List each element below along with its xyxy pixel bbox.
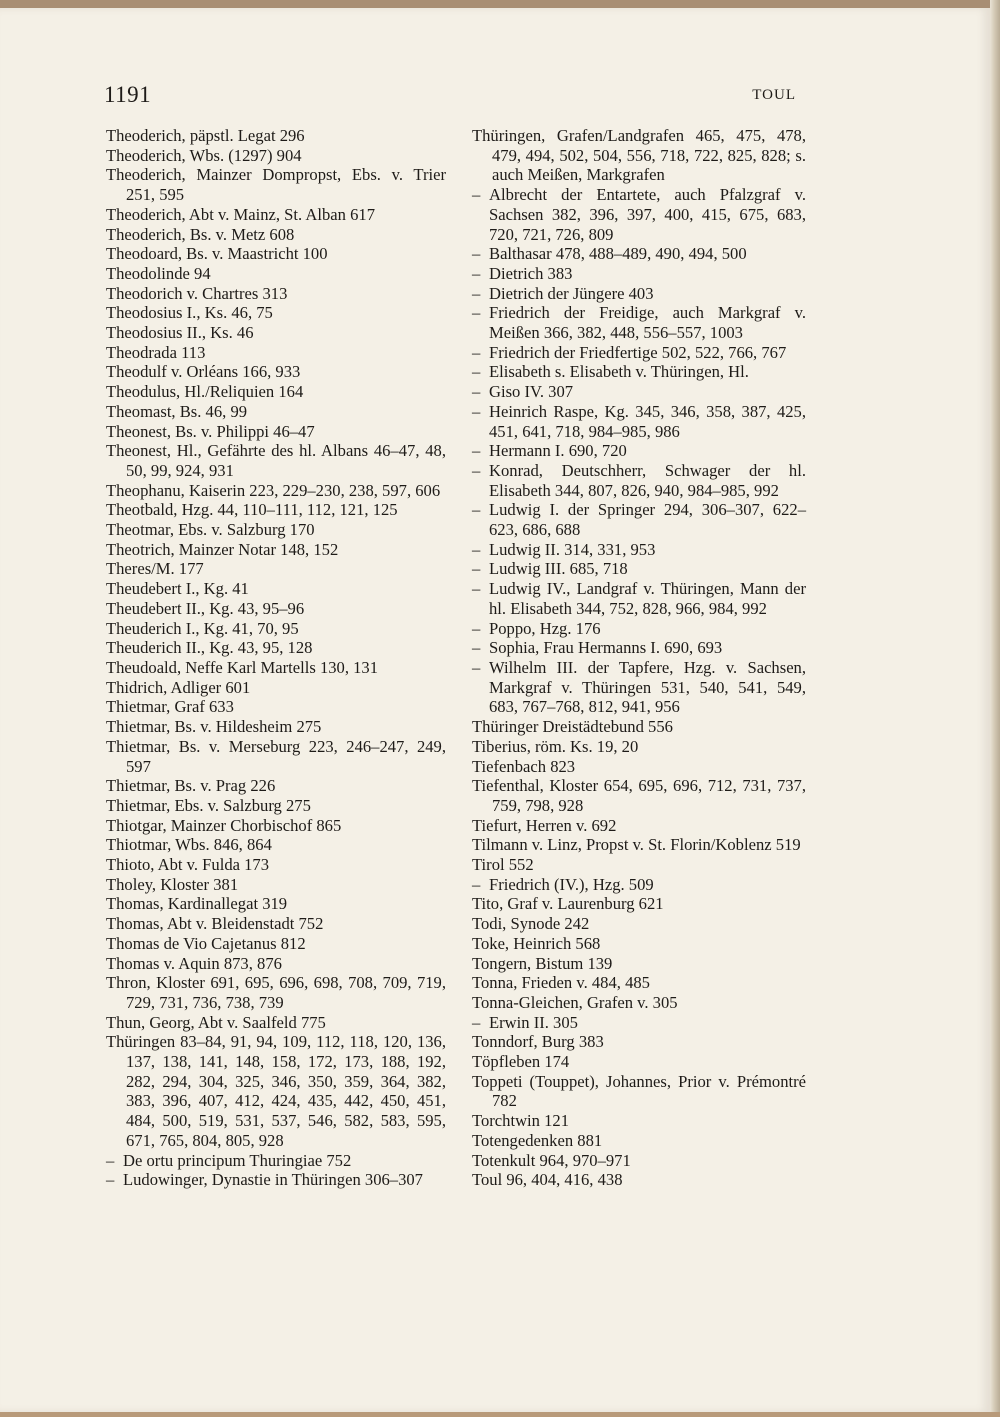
- entry-text: Toke, Heinrich 568: [472, 933, 601, 953]
- index-column-right: [472, 126, 806, 1190]
- index-entry: [106, 638, 446, 658]
- entry-text: Konrad, Deutschherr, Schwager der hl. Elisabeth 344, 807, 826, 940, 984–985, 992: [489, 460, 806, 500]
- index-entry: [472, 126, 806, 185]
- entry-text: Thomas v. Aquin 873, 876: [106, 953, 282, 973]
- subentry-dash: –: [472, 382, 481, 402]
- index-entry: [106, 678, 446, 698]
- subentry-dash: –: [472, 1012, 481, 1032]
- subentry-dash: –: [106, 1150, 115, 1170]
- index-entry: [106, 441, 446, 480]
- book-page: [0, 8, 990, 1412]
- entry-text: Thiotmar, Wbs. 846, 864: [106, 835, 272, 855]
- index-entry: [106, 1013, 446, 1033]
- index-entry: [106, 1032, 446, 1150]
- index-entry: [106, 205, 446, 225]
- index-entry: [106, 481, 446, 501]
- index-entry: [106, 973, 446, 1012]
- entry-text: Thron, Kloster 691, 695, 696, 698, 708, 709, 719, 729, 731, 736, 738, 739: [106, 973, 446, 1012]
- index-entry: [106, 875, 446, 895]
- index-subentry: [472, 461, 806, 500]
- index-entry: [472, 717, 806, 737]
- index-entry: [106, 264, 446, 284]
- index-entry: [472, 1170, 806, 1190]
- entry-text: Thietmar, Bs. v. Prag 226: [106, 776, 276, 796]
- index-entry: [106, 323, 446, 343]
- entry-text: Tholey, Kloster 381: [106, 874, 239, 894]
- entry-text: Ludwig II. 314, 331, 953: [489, 539, 656, 559]
- index-entry: [472, 757, 806, 777]
- index-entry: [106, 579, 446, 599]
- index-entry: [106, 165, 446, 204]
- index-subentry: [472, 284, 806, 304]
- index-entry: [106, 303, 446, 323]
- index-entry: [106, 520, 446, 540]
- entry-text: Thüringen, Grafen/Landgrafen 465, 475, 478, 479, 494, 502, 504, 556, 718, 722, 825, 828; s. auch Meißen, Markgrafen: [472, 126, 806, 185]
- index-entry: [106, 599, 446, 619]
- index-subentry: [472, 540, 806, 560]
- entry-text: Theoderich, Mainzer Dompropst, Ebs. v. Trier 251, 595: [106, 165, 446, 205]
- index-subentry: [472, 244, 806, 264]
- entry-text: Theoderich, Wbs. (1297) 904: [106, 145, 302, 165]
- index-entry: [106, 658, 446, 678]
- index-subentry: [472, 382, 806, 402]
- entry-text: Tonna-Gleichen, Grafen v. 305: [472, 992, 678, 1012]
- entry-text: De ortu principum Thuringiae 752: [123, 1150, 352, 1170]
- index-subentry: [472, 579, 806, 618]
- index-subentry: [472, 619, 806, 639]
- index-entry: [472, 934, 806, 954]
- entry-text: Tiberius, röm. Ks. 19, 20: [472, 736, 639, 756]
- index-entry: [106, 697, 446, 717]
- index-subentry: [472, 362, 806, 382]
- index-entry: [106, 914, 446, 934]
- entry-text: Theophanu, Kaiserin 223, 229–230, 238, 597, 606: [106, 480, 441, 500]
- entry-text: Theodolinde 94: [106, 263, 211, 283]
- subentry-dash: –: [472, 185, 481, 205]
- index-subentry: [472, 638, 806, 658]
- index-entry: [106, 244, 446, 264]
- entry-text: Ludwig III. 685, 718: [489, 559, 628, 579]
- index-entry: [472, 894, 806, 914]
- entry-text: Tiefenthal, Kloster 654, 695, 696, 712, 731, 737, 759, 798, 928: [472, 776, 806, 815]
- entry-text: Theomast, Bs. 46, 99: [106, 401, 248, 421]
- index-entry: [106, 343, 446, 363]
- index-entry: [106, 737, 446, 776]
- index-entry: [472, 835, 806, 855]
- index-subentry: [106, 1170, 446, 1190]
- entry-text: Dietrich 383: [489, 263, 573, 283]
- entry-text: Tilmann v. Linz, Propst v. St. Florin/Koblenz 519: [472, 835, 801, 855]
- entry-text: Totengedenken 881: [472, 1130, 603, 1150]
- entry-text: Theotbald, Hzg. 44, 110–111, 112, 121, 125: [106, 500, 398, 520]
- index-subentry: [472, 500, 806, 539]
- index-subentry: [472, 402, 806, 441]
- subentry-dash: –: [472, 874, 481, 894]
- index-entry: [472, 973, 806, 993]
- entry-text: Thüringer Dreistädtebund 556: [472, 717, 673, 737]
- entry-text: Theotmar, Ebs. v. Salzburg 170: [106, 520, 315, 540]
- index-subentry: [472, 303, 806, 342]
- entry-text: Ludowinger, Dynastie in Thüringen 306–307: [123, 1170, 423, 1190]
- page-number: 1191: [104, 82, 152, 107]
- index-entry: [106, 934, 446, 954]
- index-entry: [106, 540, 446, 560]
- index-subentry: [472, 185, 806, 244]
- index-entry: [106, 855, 446, 875]
- index-entry: [106, 894, 446, 914]
- entry-text: Todi, Synode 242: [472, 914, 590, 934]
- subentry-dash: –: [472, 618, 481, 638]
- index-subentry: [472, 264, 806, 284]
- index-entry: [106, 500, 446, 520]
- index-entry: [106, 954, 446, 974]
- entry-text: Theudebert I., Kg. 41: [106, 579, 249, 599]
- entry-text: Ludwig IV., Landgraf v. Thüringen, Mann der hl. Elisabeth 344, 752, 828, 966, 984, 992: [489, 579, 806, 618]
- entry-text: Theodulus, Hl./Reliquien 164: [106, 382, 304, 402]
- entry-text: Theodulf v. Orléans 166, 933: [106, 362, 301, 382]
- entry-text: Tiefurt, Herren v. 692: [472, 815, 617, 835]
- index-entry: [472, 776, 806, 815]
- entry-text: Torchtwin 121: [472, 1111, 570, 1131]
- entry-text: Theodrada 113: [106, 342, 206, 362]
- index-entry: [106, 402, 446, 422]
- index-subentry: [472, 1013, 806, 1033]
- subentry-dash: –: [472, 460, 481, 480]
- entry-text: Balthasar 478, 488–489, 490, 494, 500: [489, 244, 747, 264]
- index-entry: [106, 146, 446, 166]
- index-subentry: [472, 559, 806, 579]
- entry-text: Ludwig I. der Springer 294, 306–307, 622–623, 686, 688: [489, 500, 806, 540]
- entry-text: Theoderich, Bs. v. Metz 608: [106, 224, 295, 244]
- entry-text: Albrecht der Entartete, auch Pfalzgraf v. Sachsen 382, 396, 397, 400, 415, 675, 683, 720, 721, 726, 809: [489, 185, 806, 244]
- entry-text: Poppo, Hzg. 176: [489, 618, 601, 638]
- subentry-dash: –: [472, 657, 481, 677]
- entry-text: Theoderich, päpstl. Legat 296: [106, 126, 305, 145]
- subentry-dash: –: [472, 303, 481, 323]
- index-entry: [106, 796, 446, 816]
- entry-text: Töpfleben 174: [472, 1052, 570, 1072]
- index-entry: [106, 126, 446, 146]
- index-subentry: [472, 343, 806, 363]
- index-entry: [106, 225, 446, 245]
- entry-text: Thomas, Kardinallegat 319: [106, 894, 288, 914]
- entry-text: Dietrich der Jüngere 403: [489, 283, 654, 303]
- entry-text: Thüringen 83–84, 91, 94, 109, 112, 118, 120, 136, 137, 138, 141, 148, 158, 172, 173, 188, 192, 282, 294, 304, 325, 346, 350, 359, 364, 382, 383, 396, 407, 412, 424, 435, 442, 450, 451, 484, 500, 519, 531, 537, 546, 582, 583, 595, 671, 765, 804, 805, 928: [106, 1032, 446, 1150]
- entry-text: Sophia, Frau Hermanns I. 690, 693: [489, 638, 723, 658]
- entry-text: Giso IV. 307: [489, 382, 574, 402]
- entry-text: Thietmar, Bs. v. Hildesheim 275: [106, 717, 322, 737]
- index-entry: [472, 816, 806, 836]
- running-head: TOUL: [752, 87, 796, 103]
- index-subentry: [472, 658, 806, 717]
- index-entry: [106, 284, 446, 304]
- index-subentry: [472, 441, 806, 461]
- index-subentry: [472, 875, 806, 895]
- index-entry: [472, 855, 806, 875]
- subentry-dash: –: [472, 342, 481, 362]
- entry-text: Heinrich Raspe, Kg. 345, 346, 358, 387, 425, 451, 641, 718, 984–985, 986: [489, 401, 806, 441]
- index-entry: [106, 717, 446, 737]
- index-entry: [106, 619, 446, 639]
- subentry-dash: –: [472, 401, 481, 421]
- entry-text: Tiefenbach 823: [472, 756, 576, 776]
- index-entry: [472, 954, 806, 974]
- entry-text: Tito, Graf v. Laurenburg 621: [472, 894, 664, 914]
- entry-text: Theodorich v. Chartres 313: [106, 283, 288, 303]
- entry-text: Tonndorf, Burg 383: [472, 1032, 604, 1052]
- page-right-edge: [990, 0, 1000, 1417]
- entry-text: Theodosius II., Ks. 46: [106, 323, 254, 343]
- entry-text: Elisabeth s. Elisabeth v. Thüringen, Hl.: [489, 362, 749, 382]
- entry-text: Friedrich (IV.), Hzg. 509: [489, 874, 654, 894]
- index-entry: [472, 737, 806, 757]
- subentry-dash: –: [106, 1170, 115, 1190]
- subentry-dash: –: [472, 500, 481, 520]
- subentry-dash: –: [472, 263, 481, 283]
- entry-text: Hermann I. 690, 720: [489, 441, 627, 461]
- subentry-dash: –: [472, 539, 481, 559]
- entry-text: Theotrich, Mainzer Notar 148, 152: [106, 539, 339, 559]
- index-entry: [106, 816, 446, 836]
- entry-text: Tirol 552: [472, 855, 534, 875]
- entry-text: Theuderich II., Kg. 43, 95, 128: [106, 638, 313, 658]
- entry-text: Theonest, Bs. v. Philippi 46–47: [106, 421, 315, 441]
- entry-text: Theodoard, Bs. v. Maastricht 100: [106, 244, 328, 264]
- subentry-dash: –: [472, 362, 481, 382]
- entry-text: Toul 96, 404, 416, 438: [472, 1170, 623, 1190]
- entry-text: Toppeti (Touppet), Johannes, Prior v. Prémontré 782: [472, 1071, 806, 1111]
- subentry-dash: –: [472, 638, 481, 658]
- index-subentry: [106, 1151, 446, 1171]
- entry-text: Theuderich I., Kg. 41, 70, 95: [106, 618, 299, 638]
- entry-text: Friedrich der Friedfertige 502, 522, 766, 767: [489, 342, 787, 362]
- index-entry: [106, 559, 446, 579]
- entry-text: Thun, Georg, Abt v. Saalfeld 775: [106, 1012, 326, 1032]
- entry-text: Theonest, Hl., Gefährte des hl. Albans 46–47, 48, 50, 99, 924, 931: [106, 441, 446, 480]
- entry-text: Thidrich, Adliger 601: [106, 677, 251, 697]
- index-entry: [106, 422, 446, 442]
- entry-text: Thioto, Abt v. Fulda 173: [106, 855, 270, 875]
- subentry-dash: –: [472, 283, 481, 303]
- subentry-dash: –: [472, 244, 481, 264]
- page-top-edge: [0, 0, 1000, 8]
- index-entry: [472, 1052, 806, 1072]
- entry-text: Theres/M. 177: [106, 559, 204, 579]
- index-entry: [472, 1032, 806, 1052]
- index-entry: [106, 382, 446, 402]
- subentry-dash: –: [472, 579, 481, 599]
- subentry-dash: –: [472, 559, 481, 579]
- page-bottom-edge: [0, 1412, 1000, 1417]
- entry-text: Theoderich, Abt v. Mainz, St. Alban 617: [106, 204, 375, 224]
- entry-text: Thomas, Abt v. Bleidenstadt 752: [106, 914, 324, 934]
- index-entry: [106, 835, 446, 855]
- entry-text: Friedrich der Freidige, auch Markgraf v. Meißen 366, 382, 448, 556–557, 1003: [489, 303, 806, 343]
- index-entry: [106, 362, 446, 382]
- entry-text: Theodosius I., Ks. 46, 75: [106, 303, 273, 323]
- entry-text: Erwin II. 305: [489, 1012, 578, 1032]
- entry-text: Thietmar, Bs. v. Merseburg 223, 246–247, 249, 597: [106, 736, 446, 776]
- index-entry: [472, 1131, 806, 1151]
- entry-text: Thiotgar, Mainzer Chorbischof 865: [106, 815, 342, 835]
- entry-text: Theudebert II., Kg. 43, 95–96: [106, 598, 305, 618]
- index-entry: [106, 776, 446, 796]
- entry-text: Thietmar, Ebs. v. Salzburg 275: [106, 795, 311, 815]
- subentry-dash: –: [472, 441, 481, 461]
- entry-text: Tongern, Bistum 139: [472, 953, 613, 973]
- entry-text: Tonna, Frieden v. 484, 485: [472, 973, 650, 993]
- entry-text: Wilhelm III. der Tapfere, Hzg. v. Sachsen, Markgraf v. Thüringen 531, 540, 541, 549, 683, 767–768, 812, 941, 956: [489, 657, 806, 717]
- index-entry: [472, 1111, 806, 1131]
- index-column-left: [106, 126, 446, 1190]
- index-entry: [472, 1072, 806, 1111]
- entry-text: Thomas de Vio Cajetanus 812: [106, 933, 306, 953]
- index-entry: [472, 1151, 806, 1171]
- entry-text: Totenkult 964, 970–971: [472, 1150, 631, 1170]
- entry-text: Thietmar, Graf 633: [106, 697, 234, 717]
- index-entry: [472, 993, 806, 1013]
- entry-text: Theudoald, Neffe Karl Martells 130, 131: [106, 657, 379, 677]
- index-entry: [472, 914, 806, 934]
